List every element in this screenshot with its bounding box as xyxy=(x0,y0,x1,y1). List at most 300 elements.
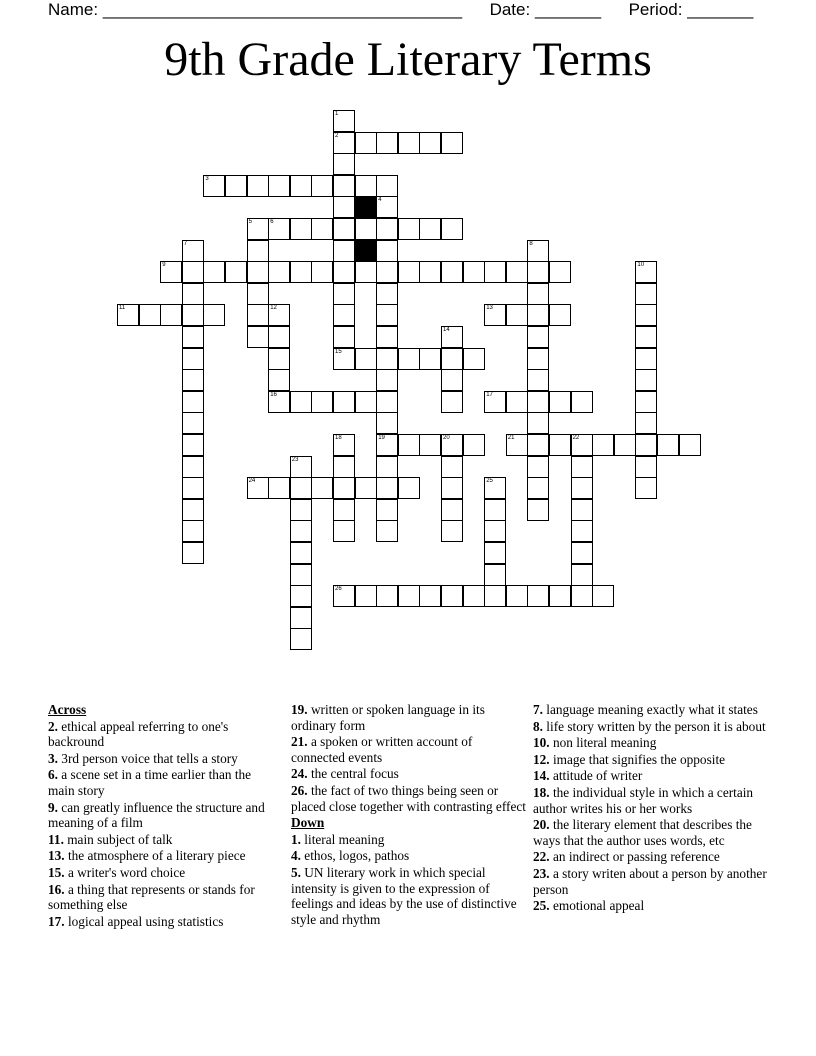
grid-cell[interactable] xyxy=(333,477,355,499)
grid-cell[interactable] xyxy=(268,391,290,413)
grid-cell[interactable] xyxy=(182,348,204,370)
clue-text: non literal meaning xyxy=(549,735,657,751)
grid-cell[interactable] xyxy=(419,348,441,370)
grid-cell[interactable] xyxy=(398,348,420,370)
grid-cell[interactable] xyxy=(398,261,420,283)
grid-cell[interactable] xyxy=(268,218,290,240)
grid-cell[interactable] xyxy=(333,153,355,175)
grid-cell[interactable] xyxy=(376,240,398,262)
grid-cell[interactable] xyxy=(527,283,549,305)
clues-column-1 xyxy=(48,702,273,930)
grid-cell[interactable] xyxy=(333,520,355,542)
clue-number: 5. xyxy=(291,864,301,880)
clue-item xyxy=(533,719,773,735)
clue-item xyxy=(533,866,773,897)
grid-cell[interactable] xyxy=(635,283,657,305)
grid-cell[interactable] xyxy=(376,477,398,499)
grid-cell[interactable] xyxy=(290,175,312,197)
grid-cell[interactable] xyxy=(268,348,290,370)
cell-number: 6 xyxy=(270,219,274,225)
name-blank[interactable]: ______________________________________ xyxy=(102,0,463,19)
clue-item xyxy=(291,865,529,927)
grid-cell[interactable] xyxy=(441,391,463,413)
grid-cell[interactable] xyxy=(139,304,161,326)
grid-cell[interactable] xyxy=(333,304,355,326)
cell-number: 9 xyxy=(162,262,166,269)
grid-cell[interactable] xyxy=(419,132,441,154)
grid-cell[interactable] xyxy=(484,304,506,326)
grid-cell[interactable] xyxy=(268,369,290,391)
clue-item xyxy=(48,767,273,798)
grid-cell[interactable] xyxy=(376,283,398,305)
grid-cell[interactable] xyxy=(182,304,204,326)
grid-cell[interactable] xyxy=(376,326,398,348)
clue-text: ethos, logos, pathos xyxy=(300,848,410,864)
grid-cell[interactable] xyxy=(527,412,549,434)
grid-cell[interactable] xyxy=(484,542,506,564)
cell-number: 12 xyxy=(270,305,277,312)
grid-cell[interactable] xyxy=(571,585,593,607)
clue-number: 1. xyxy=(291,831,301,847)
clue-text: image that signifies the opposite xyxy=(549,751,726,767)
clue-text: attitude of writer xyxy=(549,768,643,784)
grid-cell[interactable] xyxy=(376,369,398,391)
grid-cell[interactable] xyxy=(160,261,182,283)
grid-cell[interactable] xyxy=(182,283,204,305)
grid-cell[interactable] xyxy=(506,434,528,456)
grid-cell[interactable] xyxy=(679,434,701,456)
grid-cell[interactable] xyxy=(203,175,225,197)
clue-number: 14. xyxy=(533,768,550,784)
grid-cell[interactable] xyxy=(268,261,290,283)
grid-cell[interactable] xyxy=(247,283,269,305)
grid-cell[interactable] xyxy=(333,218,355,240)
grid-cell[interactable] xyxy=(355,585,377,607)
grid-cell[interactable] xyxy=(268,304,290,326)
grid-cell[interactable] xyxy=(527,391,549,413)
down-heading: Down xyxy=(291,815,325,831)
grid-cell[interactable] xyxy=(247,218,269,240)
grid-cell[interactable] xyxy=(441,218,463,240)
grid-cell[interactable] xyxy=(333,261,355,283)
clue-number: 10. xyxy=(533,735,550,751)
clue-number: 21. xyxy=(291,734,308,750)
grid-cell[interactable] xyxy=(441,499,463,521)
clue-item xyxy=(48,865,273,881)
cell-number: 4 xyxy=(378,197,382,204)
clue-item xyxy=(533,752,773,768)
grid-cell[interactable] xyxy=(355,218,377,240)
clue-number: 2. xyxy=(48,718,58,734)
grid-cell[interactable] xyxy=(182,456,204,478)
cell-number: 26 xyxy=(335,586,342,593)
grid-cell[interactable] xyxy=(635,348,657,370)
period-label: Period: xyxy=(628,0,683,19)
clue-text: the central focus xyxy=(307,766,399,782)
grid-cell[interactable] xyxy=(527,477,549,499)
grid-cell[interactable] xyxy=(355,175,377,197)
grid-cell[interactable] xyxy=(376,304,398,326)
blocked-cell xyxy=(355,196,377,218)
clue-text: language meaning exactly what it states xyxy=(542,702,758,717)
grid-cell[interactable] xyxy=(333,348,355,370)
cell-number: 19 xyxy=(378,435,385,441)
grid-cell[interactable] xyxy=(182,499,204,521)
grid-cell[interactable] xyxy=(592,585,614,607)
grid-cell[interactable] xyxy=(398,585,420,607)
grid-cell[interactable] xyxy=(549,304,571,326)
clue-item xyxy=(291,766,529,782)
grid-cell[interactable] xyxy=(592,434,614,456)
grid-cell[interactable] xyxy=(398,477,420,499)
grid-cell[interactable] xyxy=(376,391,398,413)
clue-item xyxy=(533,702,773,718)
grid-cell[interactable] xyxy=(419,261,441,283)
clue-number: 6. xyxy=(48,767,58,783)
grid-cell[interactable] xyxy=(635,304,657,326)
grid-cell[interactable] xyxy=(635,369,657,391)
grid-cell[interactable] xyxy=(355,391,377,413)
grid-cell[interactable] xyxy=(247,477,269,499)
clue-text: a story writen about a person by another person xyxy=(533,865,767,897)
grid-cell[interactable] xyxy=(419,585,441,607)
grid-cell[interactable] xyxy=(182,261,204,283)
grid-cell[interactable] xyxy=(441,477,463,499)
cell-number: 5 xyxy=(248,219,252,225)
grid-cell[interactable] xyxy=(182,326,204,348)
clues-column-2 xyxy=(291,702,529,928)
grid-cell[interactable] xyxy=(247,240,269,262)
cell-number: 16 xyxy=(270,391,277,398)
clue-number: 4. xyxy=(291,848,301,864)
clue-text: UN literary work in which special intensity is given to the expression of feelings and ideas by the use of distinctive style and rhythm xyxy=(291,864,517,927)
grid-cell[interactable] xyxy=(290,607,312,629)
grid-cell[interactable] xyxy=(182,520,204,542)
grid-cell[interactable] xyxy=(635,477,657,499)
cell-number: 7 xyxy=(183,240,188,247)
grid-cell[interactable] xyxy=(506,391,528,413)
date-blank[interactable]: _______ xyxy=(534,0,602,19)
grid-cell[interactable] xyxy=(182,240,204,262)
grid-cell[interactable] xyxy=(290,542,312,564)
cell-number: 18 xyxy=(335,435,342,441)
grid-cell[interactable] xyxy=(484,499,506,521)
cell-number: 8 xyxy=(529,240,533,247)
grid-cell[interactable] xyxy=(290,261,312,283)
grid-cell[interactable] xyxy=(355,477,377,499)
grid-cell[interactable] xyxy=(225,175,247,197)
grid-cell[interactable] xyxy=(419,218,441,240)
cell-number: 24 xyxy=(248,478,256,485)
clue-number: 18. xyxy=(533,784,550,800)
grid-cell[interactable] xyxy=(571,520,593,542)
grid-cell[interactable] xyxy=(571,434,593,456)
clue-item xyxy=(533,898,773,914)
cell-number: 2 xyxy=(335,132,339,139)
grid-cell[interactable] xyxy=(268,477,290,499)
clue-text: 3rd person voice that tells a story xyxy=(57,750,238,766)
grid-cell[interactable] xyxy=(333,175,355,197)
grid-cell[interactable] xyxy=(355,261,377,283)
clue-item xyxy=(291,848,529,864)
grid-cell[interactable] xyxy=(484,477,506,499)
grid-cell[interactable] xyxy=(635,391,657,413)
grid-cell[interactable] xyxy=(441,348,463,370)
grid-cell[interactable] xyxy=(376,132,398,154)
grid-cell[interactable] xyxy=(333,283,355,305)
clue-text: a spoken or written account of connected events xyxy=(291,734,473,765)
grid-cell[interactable] xyxy=(571,564,593,586)
grid-cell[interactable] xyxy=(333,196,355,218)
cell-number: 3 xyxy=(205,175,209,182)
grid-cell[interactable] xyxy=(549,391,571,413)
grid-cell[interactable] xyxy=(635,326,657,348)
grid-cell[interactable] xyxy=(463,434,485,456)
clue-number: 23. xyxy=(533,865,550,881)
grid-cell[interactable] xyxy=(527,348,549,370)
grid-cell[interactable] xyxy=(635,412,657,434)
grid-cell[interactable] xyxy=(311,391,333,413)
grid-cell[interactable] xyxy=(441,369,463,391)
clue-item xyxy=(533,768,773,784)
clue-text: the literary element that describes the ways that the author uses words, etc xyxy=(533,817,752,848)
grid-cell[interactable] xyxy=(398,132,420,154)
across-clue-list-continued xyxy=(291,702,529,814)
grid-cell[interactable] xyxy=(527,434,549,456)
grid-cell[interactable] xyxy=(527,585,549,607)
clue-number: 11. xyxy=(48,831,64,847)
grid-cell[interactable] xyxy=(355,132,377,154)
grid-cell[interactable] xyxy=(290,391,312,413)
grid-cell[interactable] xyxy=(311,477,333,499)
puzzle-title: 9th Grade Literary Terms xyxy=(164,33,652,86)
grid-cell[interactable] xyxy=(376,412,398,434)
grid-cell[interactable] xyxy=(398,218,420,240)
cell-number: 13 xyxy=(486,305,493,312)
grid-cell[interactable] xyxy=(571,542,593,564)
grid-cell[interactable] xyxy=(463,585,485,607)
grid-cell[interactable] xyxy=(247,326,269,348)
grid-cell[interactable] xyxy=(182,477,204,499)
period-blank[interactable]: _______ xyxy=(687,0,754,19)
grid-cell[interactable] xyxy=(247,175,269,197)
grid-cell[interactable] xyxy=(398,434,420,456)
clue-number: 25. xyxy=(533,898,550,914)
grid-cell[interactable] xyxy=(635,261,657,283)
grid-cell[interactable] xyxy=(225,261,247,283)
grid-cell[interactable] xyxy=(484,585,506,607)
grid-cell[interactable] xyxy=(355,348,377,370)
clue-number: 8. xyxy=(533,718,543,734)
grid-cell[interactable] xyxy=(160,304,182,326)
clue-number: 13. xyxy=(48,848,65,864)
grid-cell[interactable] xyxy=(182,434,204,456)
down-clue-list xyxy=(291,832,529,928)
cell-number: 20 xyxy=(443,435,450,441)
grid-cell[interactable] xyxy=(441,261,463,283)
clue-number: 22. xyxy=(533,849,550,865)
grid-cell[interactable] xyxy=(657,434,679,456)
clue-item xyxy=(533,785,773,816)
grid-cell[interactable] xyxy=(527,369,549,391)
grid-cell[interactable] xyxy=(571,499,593,521)
clue-item xyxy=(48,882,273,913)
grid-cell[interactable] xyxy=(441,520,463,542)
grid-cell[interactable] xyxy=(290,628,312,650)
grid-cell[interactable] xyxy=(506,261,528,283)
grid-cell[interactable] xyxy=(527,499,549,521)
grid-cell[interactable] xyxy=(571,477,593,499)
grid-cell[interactable] xyxy=(527,261,549,283)
clue-number: 15. xyxy=(48,864,65,880)
grid-cell[interactable] xyxy=(290,218,312,240)
grid-cell[interactable] xyxy=(441,585,463,607)
grid-cell[interactable] xyxy=(635,434,657,456)
clue-number: 7. xyxy=(533,702,543,717)
grid-cell[interactable] xyxy=(376,175,398,197)
grid-cell[interactable] xyxy=(549,261,571,283)
grid-cell[interactable] xyxy=(333,240,355,262)
grid-cell[interactable] xyxy=(268,175,290,197)
grid-cell[interactable] xyxy=(333,391,355,413)
cell-number: 21 xyxy=(507,435,515,441)
grid-cell[interactable] xyxy=(549,585,571,607)
clue-item xyxy=(48,848,273,864)
clue-text: an indirect or passing reference xyxy=(549,849,720,865)
clue-text: can greatly influence the structure and meaning of a film xyxy=(48,799,265,831)
grid-cell[interactable] xyxy=(527,240,549,262)
grid-cell[interactable] xyxy=(333,456,355,478)
grid-cell[interactable] xyxy=(311,175,333,197)
clue-number: 20. xyxy=(533,817,550,833)
clue-text: literal meaning xyxy=(300,831,385,847)
grid-cell[interactable] xyxy=(484,520,506,542)
grid-cell[interactable] xyxy=(290,499,312,521)
grid-cell[interactable] xyxy=(311,218,333,240)
grid-cell[interactable] xyxy=(182,369,204,391)
grid-cell[interactable] xyxy=(376,520,398,542)
clue-text: logical appeal using statistics xyxy=(64,913,224,929)
grid-cell[interactable] xyxy=(376,499,398,521)
clue-number: 19. xyxy=(291,702,308,717)
clue-item xyxy=(48,800,273,831)
grid-cell[interactable] xyxy=(268,326,290,348)
grid-cell[interactable] xyxy=(182,391,204,413)
grid-cell[interactable] xyxy=(484,564,506,586)
grid-cell[interactable] xyxy=(441,456,463,478)
clue-item xyxy=(291,734,529,765)
clue-item xyxy=(533,849,773,865)
grid-cell[interactable] xyxy=(333,499,355,521)
blocked-cell xyxy=(355,240,377,262)
clue-item xyxy=(48,751,273,767)
grid-cell[interactable] xyxy=(182,542,204,564)
grid-cell[interactable] xyxy=(247,304,269,326)
clue-item xyxy=(48,914,273,930)
clue-number: 26. xyxy=(291,782,308,798)
grid-cell[interactable] xyxy=(527,326,549,348)
grid-cell[interactable] xyxy=(290,520,312,542)
across-heading: Across xyxy=(48,702,87,717)
clue-text: emotional appeal xyxy=(549,898,645,914)
clue-number: 9. xyxy=(48,799,58,815)
grid-cell[interactable] xyxy=(203,261,225,283)
grid-cell[interactable] xyxy=(635,456,657,478)
grid-cell[interactable] xyxy=(506,585,528,607)
grid-cell[interactable] xyxy=(441,326,463,348)
grid-cell[interactable] xyxy=(484,391,506,413)
clue-item xyxy=(48,719,273,750)
cell-number: 23 xyxy=(291,456,299,463)
clue-text: the individual style in which a certain author writes his or her works xyxy=(533,784,754,816)
grid-cell[interactable] xyxy=(376,585,398,607)
grid-cell[interactable] xyxy=(333,132,355,154)
grid-cell[interactable] xyxy=(333,326,355,348)
clue-number: 17. xyxy=(48,913,65,929)
grid-cell[interactable] xyxy=(290,564,312,586)
grid-cell[interactable] xyxy=(376,218,398,240)
clue-item xyxy=(48,832,273,848)
clue-text: main subject of talk xyxy=(63,831,173,847)
grid-cell[interactable] xyxy=(441,434,463,456)
cell-number: 1 xyxy=(335,111,339,117)
down-clue-list-continued xyxy=(533,702,773,914)
clue-item xyxy=(291,832,529,848)
grid-cell[interactable] xyxy=(614,434,636,456)
grid-cell[interactable] xyxy=(463,261,485,283)
grid-cell[interactable] xyxy=(527,456,549,478)
grid-cell[interactable] xyxy=(376,261,398,283)
grid-cell[interactable] xyxy=(290,585,312,607)
clue-text: a scene set in a time earlier than the main story xyxy=(48,767,252,798)
grid-cell[interactable] xyxy=(290,456,312,478)
grid-cell[interactable] xyxy=(376,196,398,218)
grid-cell[interactable] xyxy=(484,261,506,283)
clue-number: 3. xyxy=(48,750,58,766)
clue-text: ethical appeal referring to one's backround xyxy=(48,718,229,750)
clue-text: the atmosphere of a literary piece xyxy=(64,848,246,864)
grid-cell[interactable] xyxy=(506,304,528,326)
grid-cell[interactable] xyxy=(247,261,269,283)
grid-cell[interactable] xyxy=(182,412,204,434)
grid-cell[interactable] xyxy=(376,456,398,478)
clues-column-3 xyxy=(533,702,773,915)
grid-cell[interactable] xyxy=(333,585,355,607)
grid-cell[interactable] xyxy=(376,434,398,456)
grid-cell[interactable] xyxy=(290,477,312,499)
grid-cell[interactable] xyxy=(117,304,139,326)
grid-cell[interactable] xyxy=(527,304,549,326)
name-label: Name: xyxy=(48,0,99,19)
grid-cell[interactable] xyxy=(311,261,333,283)
grid-cell[interactable] xyxy=(463,348,485,370)
grid-cell[interactable] xyxy=(333,434,355,456)
grid-cell[interactable] xyxy=(376,348,398,370)
cell-number: 14 xyxy=(443,327,450,333)
grid-cell[interactable] xyxy=(571,456,593,478)
clue-text: written or spoken language in its ordinary form xyxy=(291,702,485,733)
cell-number: 17 xyxy=(486,391,493,398)
grid-cell[interactable] xyxy=(203,304,225,326)
cell-number: 15 xyxy=(335,348,342,355)
grid-cell[interactable] xyxy=(441,132,463,154)
grid-cell[interactable] xyxy=(419,434,441,456)
grid-cell[interactable] xyxy=(333,110,355,132)
date-label: Date: xyxy=(489,0,531,19)
grid-cell[interactable] xyxy=(549,434,571,456)
cell-number: 22 xyxy=(572,435,580,441)
grid-cell[interactable] xyxy=(571,391,593,413)
